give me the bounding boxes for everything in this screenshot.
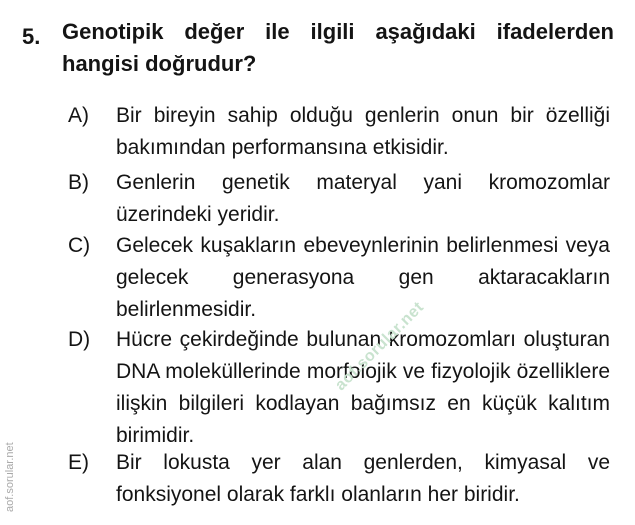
option-letter: C) [68,234,91,257]
question-number: 5. [22,24,41,49]
side-watermark: aof.sorular.net [4,442,16,512]
question-text: Genotipik değer ile ilgili aşağıdaki ifadelerden hangisi doğrudur? [62,19,614,76]
option-letter: B) [68,171,89,194]
option-text: Genlerin genetik materyal yani kromozomlar üzerindeki yeridir. [116,171,610,226]
option-text: Bir lokusta yer alan genlerden, kimyasal ve fonksiyonel olarak farklı olanların her biridir. [116,451,610,506]
option-letter: A) [68,104,89,127]
option-text: Bir bireyin sahip olduğu genlerin onun bir özelliği bakımından performansına etkisidir. [116,104,610,159]
option-text: Hücre çekirdeğinde bulunan kromozomları oluşturan DNA moleküllerinde morfolojik ve fizyolojik özelliklere ilişkin bilgileri kodlayan bağımsız en küçük kalıtım birimidir. [116,328,610,447]
option-letter: E) [68,451,89,474]
option-text: Gelecek kuşakların ebeveynlerinin belirlenmesi veya gelecek generasyona gen aktaracakların belirlenmesidir. [116,234,610,321]
center-watermark: aof.sorular.net [332,298,428,395]
option-letter: D) [68,328,91,351]
